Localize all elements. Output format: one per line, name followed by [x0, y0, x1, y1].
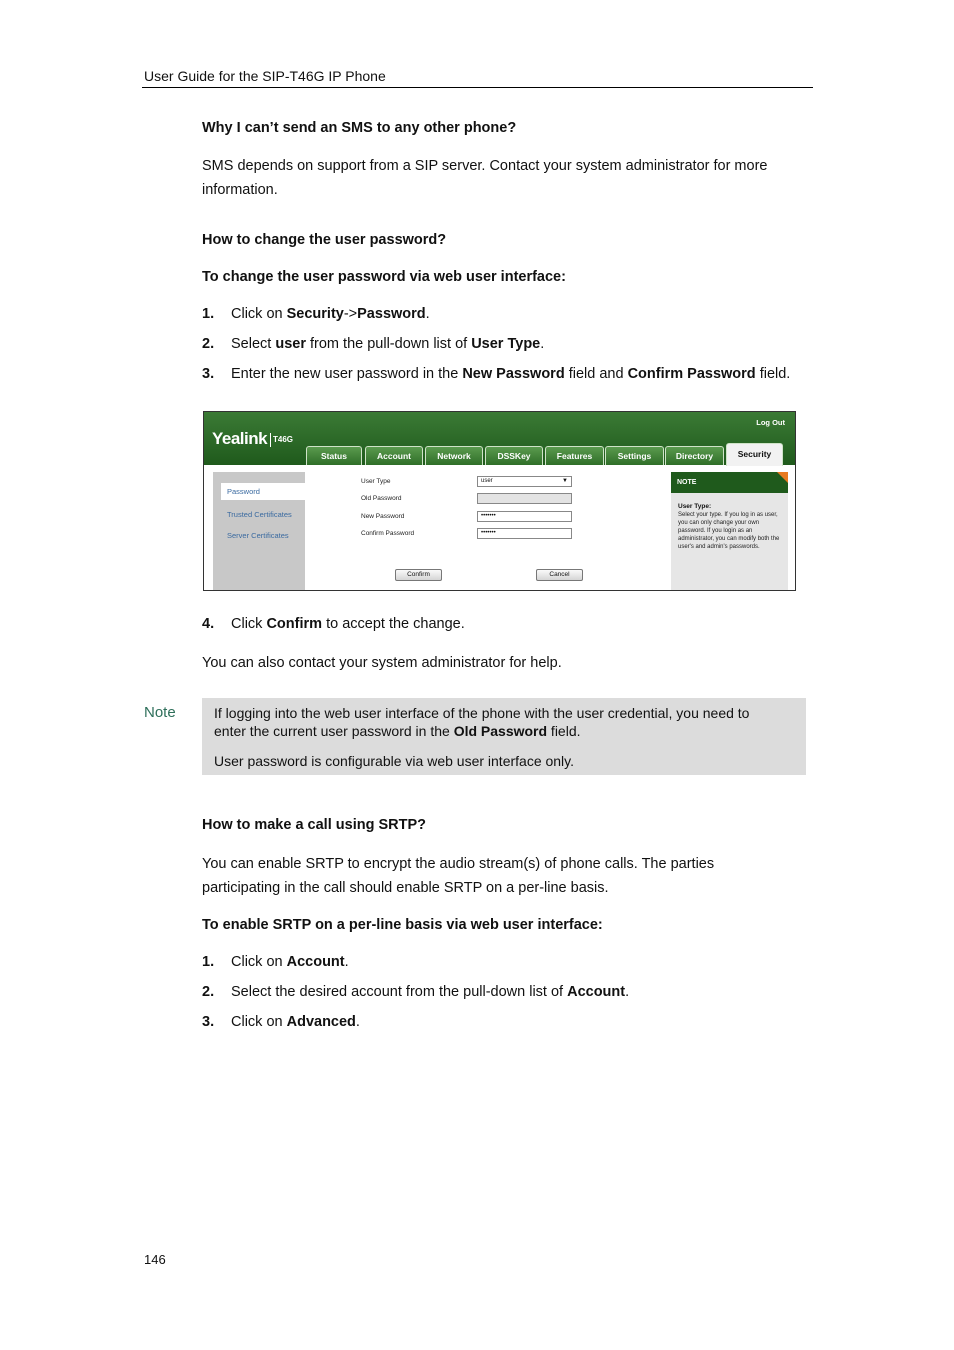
user-type-select[interactable]: [477, 476, 572, 487]
step-bold-account: Account: [567, 984, 626, 1000]
note-line-3: User password is configurable via web user interface only.: [214, 753, 575, 769]
step-bold-new-password: New Password: [462, 366, 565, 382]
help-text: You can also contact your system administrator for help.: [202, 655, 562, 671]
sidebar-item-trusted-certificates[interactable]: Trusted Certificates: [227, 510, 292, 519]
tab-status[interactable]: Status: [306, 446, 362, 465]
step-bold-advanced: Advanced: [286, 1014, 356, 1030]
note-panel-text: Select your type. If you log in as user, you can only change your own password. If you login as an administrator, you can modify both the user's and admin's passwords.: [678, 512, 780, 550]
step-text-part: Click on: [231, 954, 287, 970]
step-text-part: Select the desired account from the pull-down list of: [231, 984, 568, 1000]
web-ui-topbar: [204, 412, 795, 465]
srtp-body-line2: participating in the call should enable SRTP on a per-line basis.: [202, 880, 609, 896]
logo-divider: [270, 433, 271, 447]
step-text-part: field.: [755, 366, 791, 382]
note-panel-title: User Type:: [678, 503, 712, 510]
user-type-label: User Type: [361, 478, 391, 485]
step-number: 4.: [202, 616, 215, 632]
tab-dsskey[interactable]: DSSKey: [485, 446, 543, 465]
sidebar-item-server-certificates[interactable]: Server Certificates: [227, 531, 289, 540]
old-password-field[interactable]: [477, 493, 572, 504]
sms-body-line2: information.: [202, 182, 278, 198]
step-text-part: .: [625, 984, 630, 1000]
new-password-field[interactable]: •••••••: [477, 511, 572, 522]
step-text-part: Select: [231, 336, 276, 352]
step-number: 2.: [202, 336, 215, 352]
step-bold-confirm-password: Confirm Password: [627, 366, 756, 382]
step-text-part: to accept the change.: [322, 616, 465, 632]
step-bold-password: Password: [357, 306, 426, 322]
confirm-password-label: Confirm Password: [361, 530, 415, 537]
step-text-part: .: [540, 336, 545, 352]
yealink-logo: Yealink: [212, 429, 268, 448]
step-number: 2.: [202, 984, 215, 1000]
step-text-part: .: [355, 1014, 360, 1030]
note-text-part: enter the current user password in the: [214, 723, 454, 739]
note-label: Note: [144, 704, 176, 721]
logout-link[interactable]: Log Out: [756, 418, 785, 427]
password-heading: How to change the user password?: [202, 232, 447, 248]
note-line-1: If logging into the web user interface of the phone with the user credential, you need to: [214, 705, 750, 721]
running-header: User Guide for the SIP-T46G IP Phone: [144, 68, 386, 84]
step-text-part: .: [344, 954, 349, 970]
page-number: 146: [144, 1252, 166, 1267]
note-corner-icon: [777, 472, 788, 483]
step-text-part: .: [425, 306, 430, 322]
step-bold-security: Security: [286, 306, 344, 322]
note-bold-old-password: Old Password: [453, 723, 548, 739]
step-text-part: ->: [343, 306, 358, 322]
tab-features[interactable]: Features: [545, 446, 604, 465]
confirm-password-field[interactable]: •••••••: [477, 528, 572, 539]
srtp-heading: How to make a call using SRTP?: [202, 817, 426, 833]
step-text-part: Click on: [231, 306, 287, 322]
step-number: 1.: [202, 954, 215, 970]
web-ui-note-panel: [671, 472, 788, 590]
step-text-part: Click: [231, 616, 267, 632]
step-bold-user: user: [275, 336, 306, 352]
sidebar-item-password[interactable]: Password: [221, 483, 311, 500]
password-subheading: To change the user password via web user interface:: [202, 269, 566, 285]
step-bold-user-type: User Type: [471, 336, 541, 352]
web-ui-sidebar: [213, 472, 305, 590]
step-number: 3.: [202, 1014, 215, 1030]
tab-settings[interactable]: Settings: [605, 446, 664, 465]
note-panel-header: NOTE: [671, 472, 788, 493]
tab-security[interactable]: Security: [726, 443, 783, 466]
web-ui-screenshot: [203, 411, 796, 591]
model-label: T46G: [273, 435, 294, 444]
password-form: [308, 468, 668, 590]
tab-network[interactable]: Network: [425, 446, 483, 465]
step-text: [231, 1014, 360, 1030]
note-text-part: field.: [547, 723, 581, 739]
srtp-body-line1: You can enable SRTP to encrypt the audio stream(s) of phone calls. The parties: [202, 856, 715, 872]
step-text-part: Click on: [231, 1014, 287, 1030]
cancel-button[interactable]: Cancel: [536, 569, 583, 581]
step-text: [231, 954, 349, 970]
sms-body-line1: SMS depends on support from a SIP server. Contact your system administrator for more: [202, 158, 768, 174]
tab-account[interactable]: Account: [365, 446, 423, 465]
step-text-part: field and: [564, 366, 628, 382]
chevron-down-icon: ▼: [562, 478, 568, 484]
step-text: [231, 984, 629, 1000]
note-line-2: [214, 722, 799, 740]
step-text: [231, 306, 430, 322]
confirm-button[interactable]: Confirm: [395, 569, 442, 581]
note-box: [202, 698, 806, 775]
old-password-label: Old Password: [361, 495, 402, 502]
step-text: [231, 336, 544, 352]
step-text: [231, 616, 465, 632]
user-type-value: user: [481, 478, 493, 484]
step-text-part: Enter the new user password in the: [231, 366, 463, 382]
step-text-part: from the pull-down list of: [305, 336, 472, 352]
step-bold-confirm: Confirm: [266, 616, 323, 632]
tab-directory[interactable]: Directory: [665, 446, 724, 465]
sms-heading: Why I can’t send an SMS to any other phone?: [202, 120, 517, 136]
step-bold-account: Account: [286, 954, 345, 970]
new-password-label: New Password: [361, 513, 405, 520]
step-text: [231, 366, 790, 382]
srtp-subheading: To enable SRTP on a per-line basis via web user interface:: [202, 917, 603, 933]
step-number: 1.: [202, 306, 215, 322]
header-rule: [142, 87, 813, 88]
step-number: 3.: [202, 366, 215, 382]
